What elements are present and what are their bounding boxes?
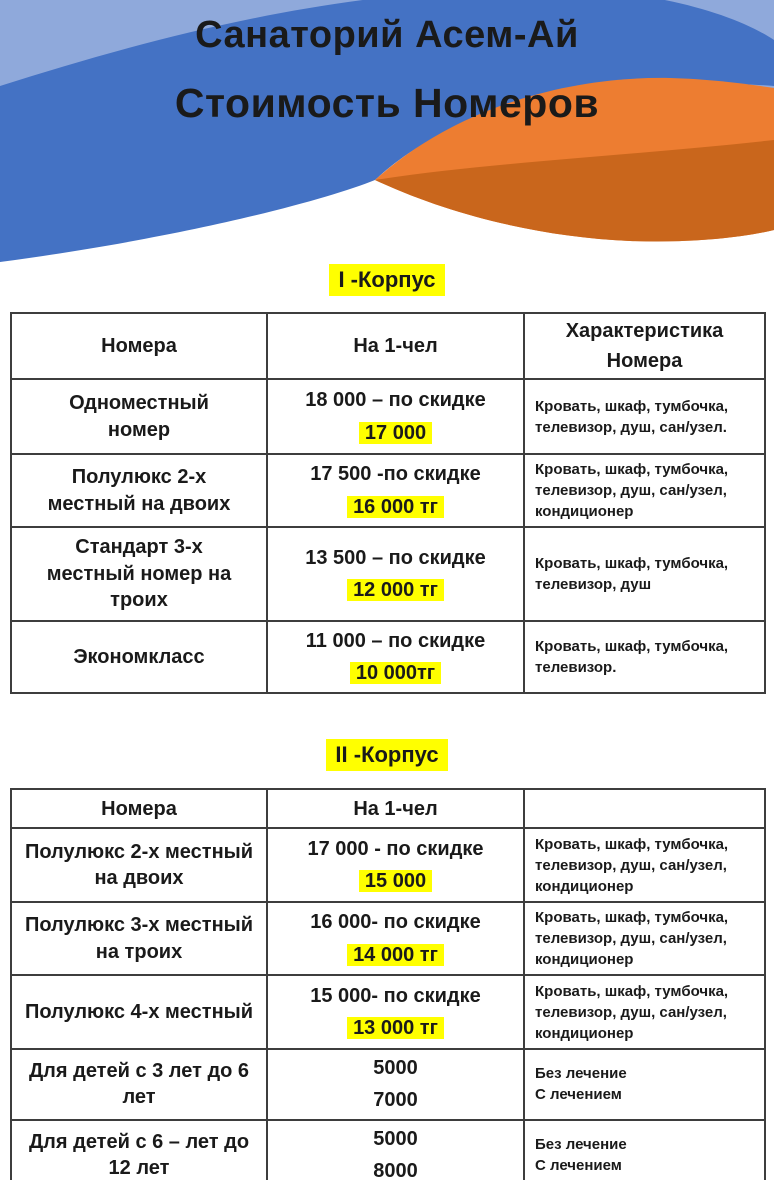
price-text: 5000	[373, 1127, 418, 1150]
features-cell: Кровать, шкаф, тумбочка, телевизор, душ, сан/узел.	[524, 379, 765, 454]
price-cell	[267, 1049, 524, 1120]
features-cell: Кровать, шкаф, тумбочка, телевизор, душ, сан/узел, кондиционер	[524, 902, 765, 975]
table-row	[11, 1049, 765, 1120]
table-row	[11, 828, 765, 902]
price-table-korpus-2	[10, 788, 766, 1180]
price-cell	[267, 1120, 524, 1180]
price-cell	[267, 621, 524, 693]
page-title: Санаторий Асем-Ай	[195, 14, 579, 56]
discount-price-highlight: 12 000 тг	[347, 579, 444, 601]
room-name-cell: Для детей с 6 – лет до 12 лет	[11, 1120, 267, 1180]
room-name-cell: Экономкласс	[11, 621, 267, 693]
discount-price-highlight: 15 000	[359, 870, 432, 892]
price-cell	[267, 828, 524, 902]
room-name-cell: Полулюкс 2-х местный на двоих	[11, 454, 267, 527]
room-name-cell: Для детей с 3 лет до 6 лет	[11, 1049, 267, 1120]
column-header: Номера	[11, 789, 267, 828]
features-cell: Кровать, шкаф, тумбочка, телевизор, душ, сан/узел, кондиционер	[524, 828, 765, 902]
room-name-cell: Полулюкс 4-х местный	[11, 975, 267, 1049]
price-text: 15 000- по скидке	[310, 984, 481, 1007]
section-label-korpus-2: II -Корпус	[326, 739, 447, 771]
column-header: На 1-чел	[267, 789, 524, 828]
price-table-korpus-1	[10, 312, 766, 694]
price-text: 5000	[373, 1057, 418, 1079]
price-text: 17 500 -по скидке	[310, 463, 481, 486]
room-name-cell: Одноместный номер	[11, 379, 267, 454]
price-cell	[267, 975, 524, 1049]
price-text: 8000	[373, 1160, 418, 1180]
table-row	[11, 975, 765, 1049]
price-cell	[267, 379, 524, 454]
discount-price-highlight: 10 000тг	[350, 662, 441, 684]
price-text: 7000	[373, 1089, 418, 1112]
price-text: 16 000- по скидке	[310, 911, 481, 934]
section-korpus-1-header	[0, 264, 774, 296]
table-row	[11, 1120, 765, 1180]
table-row	[11, 621, 765, 693]
column-header: Характеристика Номера	[524, 313, 765, 379]
discount-price-highlight: 14 000 тг	[347, 944, 444, 966]
price-text: 11 000 – по скидке	[305, 629, 486, 652]
section-korpus-2-header	[0, 739, 774, 771]
room-name-cell: Полулюкс 2-х местный на двоих	[11, 828, 267, 902]
discount-price-highlight: 16 000 тг	[347, 496, 444, 518]
discount-price-highlight: 13 000 тг	[347, 1017, 444, 1039]
price-text: 17 000 - по скидке	[307, 837, 484, 860]
features-cell: Без лечение С лечением	[524, 1120, 765, 1180]
column-header: На 1-чел	[267, 313, 524, 379]
table-header-row	[11, 789, 765, 828]
column-header	[524, 789, 765, 828]
section-label-korpus-1: I -Корпус	[329, 264, 444, 296]
table-row	[11, 527, 765, 621]
table-row	[11, 454, 765, 527]
features-cell: Кровать, шкаф, тумбочка, телевизор, душ, сан/узел, кондиционер	[524, 975, 765, 1049]
room-name-cell: Полулюкс 3-х местный на троих	[11, 902, 267, 975]
table-row	[11, 902, 765, 975]
room-name-cell: Стандарт 3-х местный номер на троих	[11, 527, 267, 621]
table-header-row	[11, 313, 765, 379]
price-cell	[267, 454, 524, 527]
features-cell: Кровать, шкаф, тумбочка, телевизор, душ, сан/узел, кондиционер	[524, 454, 765, 527]
price-cell	[267, 527, 524, 621]
discount-price-highlight: 17 000	[359, 422, 432, 444]
features-cell: Кровать, шкаф, тумбочка, телевизор.	[524, 621, 765, 693]
table-row	[11, 379, 765, 454]
features-cell: Кровать, шкаф, тумбочка, телевизор, душ	[524, 527, 765, 621]
features-cell: Без лечение С лечением	[524, 1049, 765, 1120]
price-text: 13 500 – по скидке	[305, 546, 486, 569]
price-text: 18 000 – по скидке	[305, 389, 486, 412]
column-header: Номера	[11, 313, 267, 379]
page-subtitle: Стоимость Номеров	[174, 80, 600, 126]
price-cell	[267, 902, 524, 975]
